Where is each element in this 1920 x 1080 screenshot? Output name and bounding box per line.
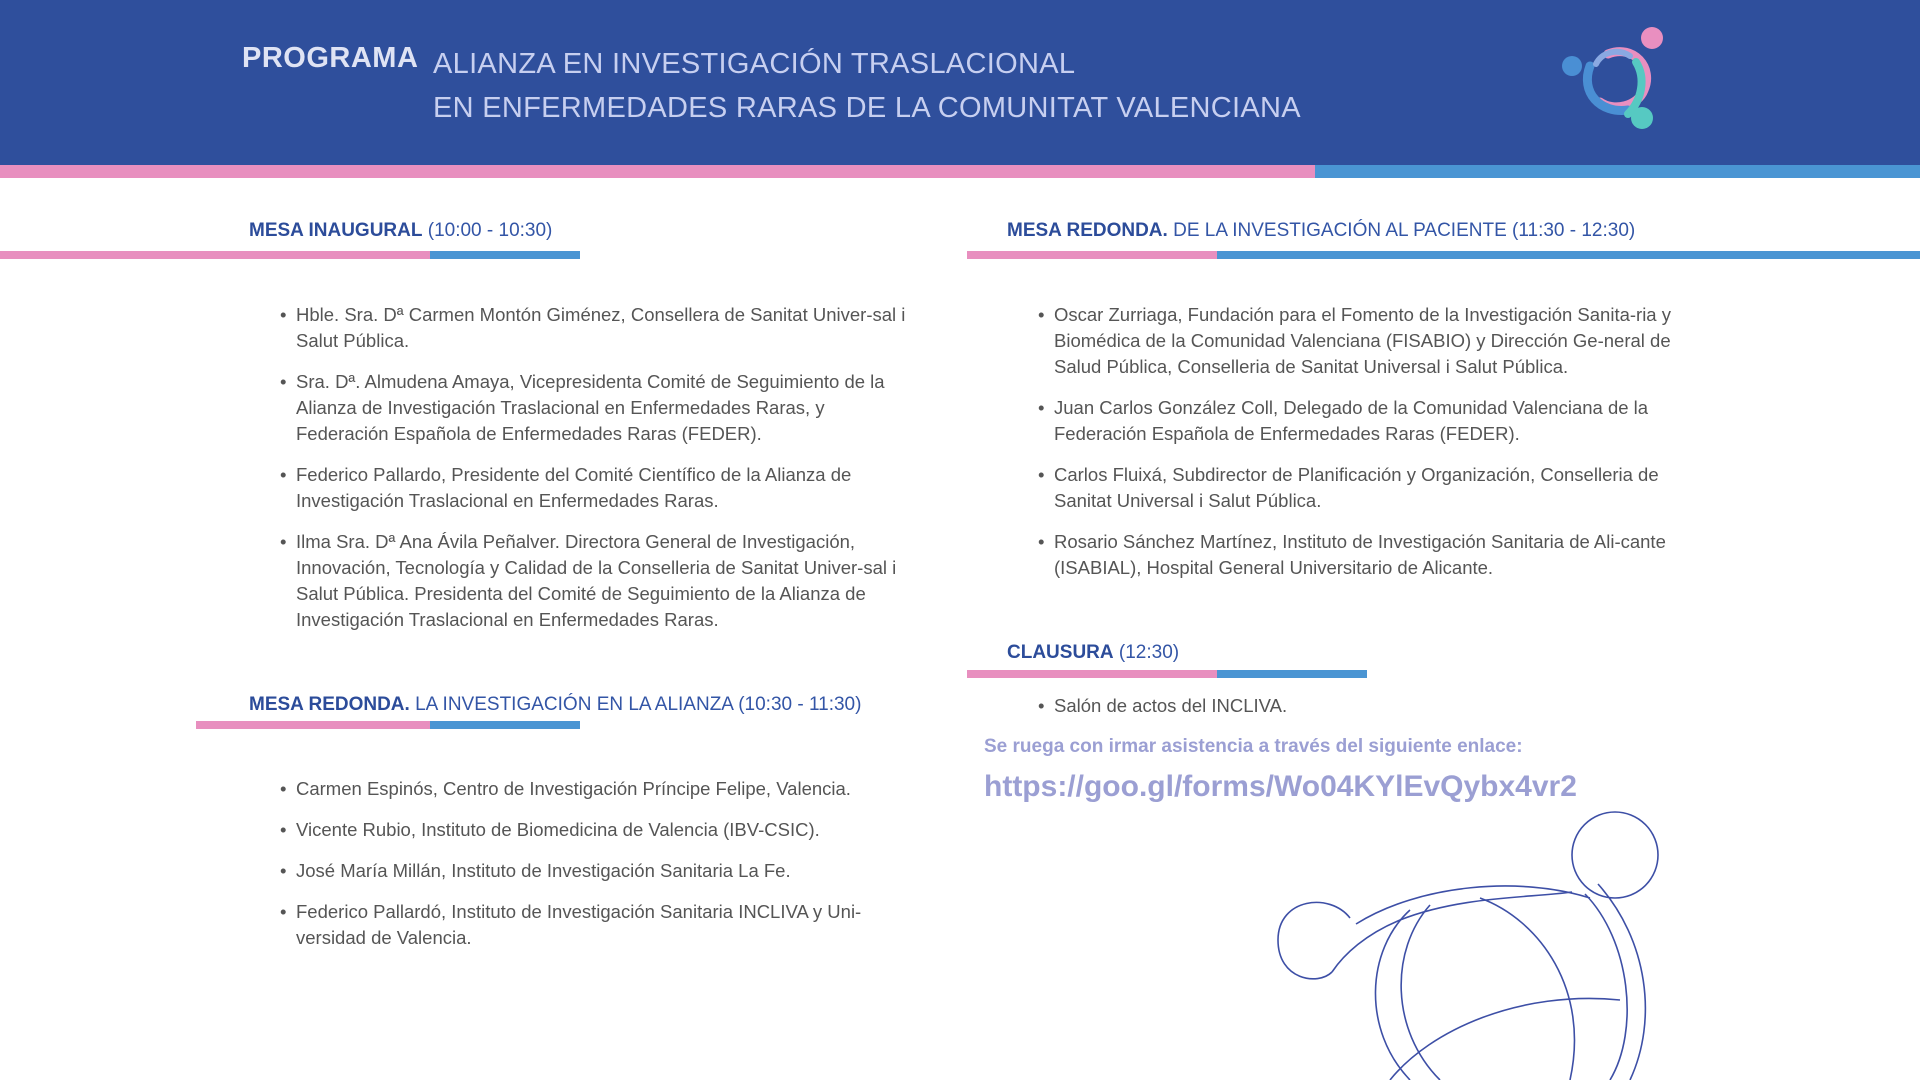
list-item: • José María Millán, Instituto de Investigación Sanitaria La Fe.: [280, 858, 920, 884]
list-item: • Federico Pallardó, Instituto de Investigación Sanitaria INCLIVA y Uni-versidad de Valencia.: [280, 899, 920, 951]
list-item: • Rosario Sánchez Martínez, Instituto de Investigación Sanitaria de Ali-cante (ISABIAL), Hospital General Universitario de Alicante.: [1038, 529, 1678, 581]
list-item: • Ilma Sra. Dª Ana Ávila Peñalver. Directora General de Investigación, Innovación, Tecnología y Calidad de la Conselleria de Sanitat Univer-sal i Salut Pública. Presidenta del Comité de Seguimiento de la Alianza de Investigación Traslacional en Enfermedades Raras.: [280, 529, 920, 633]
list-item: • Hble. Sra. Dª Carmen Montón Giménez, Consellera de Sanitat Univer-sal i Salut Pública.: [280, 302, 920, 354]
section-underline-pink: [967, 251, 1217, 259]
header-stripe-pink: [0, 165, 1315, 178]
list-item: • Oscar Zurriaga, Fundación para el Fomento de la Investigación Sanita-ria y Biomédica de la Comunidad Valenciana (FISABIO) y Dirección Ge-neral de Salud Pública, Conselleria de Sanitat Universal i Salut Pública.: [1038, 302, 1678, 380]
section-underline-pink: [967, 670, 1217, 678]
inaugural-speaker-list: [280, 302, 920, 648]
section-underline-blue: [430, 251, 580, 259]
section-title-clausura: [1007, 642, 1179, 664]
section-underline-pink: [196, 721, 430, 729]
section-title-bold: CLAUSURA: [1007, 642, 1114, 663]
section-title-paciente: [1007, 220, 1635, 242]
section-title-inaugural: [249, 220, 552, 242]
alliance-outline-logo-icon: [1270, 800, 1660, 1080]
event-title-line2: EN ENFERMEDADES RARAS DE LA COMUNITAT VALENCIANA: [433, 92, 1301, 124]
registration-link[interactable]: https://goo.gl/forms/Wo04KYlEvQybx4vr2: [984, 770, 1577, 803]
section-title-alianza: [249, 694, 861, 716]
section-title-bold: MESA REDONDA.: [249, 694, 410, 715]
registration-note: Se ruega con irmar asistencia a través del siguiente enlace:: [984, 736, 1523, 757]
program-label: PROGRAMA: [242, 42, 419, 74]
section-title-time: (10:00 - 10:30): [422, 220, 553, 241]
section-title-time: LA INVESTIGACIÓN EN LA ALIANZA (10:30 - 11:30): [409, 694, 862, 715]
section-underline-blue: [1217, 670, 1367, 678]
list-item: • Carlos Fluixá, Subdirector de Planificación y Organización, Conselleria de Sanitat Universal i Salut Pública.: [1038, 462, 1678, 514]
list-item: • Federico Pallardo, Presidente del Comité Científico de la Alianza de Investigación Traslacional en Enfermedades Raras.: [280, 462, 920, 514]
clausura-list: [1038, 693, 1678, 734]
list-item: • Juan Carlos González Coll, Delegado de la Comunidad Valenciana de la Federación Española de Enfermedades Raras (FEDER).: [1038, 395, 1678, 447]
alliance-logo-icon: [1550, 18, 1670, 138]
list-item: • Vicente Rubio, Instituto de Biomedicina de Valencia (IBV-CSIC).: [280, 817, 920, 843]
list-item: • Salón de actos del INCLIVA.: [1038, 693, 1678, 719]
list-item: • Carmen Espinós, Centro de Investigación Príncipe Felipe, Valencia.: [280, 776, 920, 802]
alianza-speaker-list: [280, 776, 920, 966]
header-stripe-blue: [1315, 165, 1920, 178]
header-banner: [0, 0, 1920, 165]
section-underline-blue: [1217, 251, 1920, 259]
event-title: [433, 42, 1301, 130]
section-title-time: (12:30): [1113, 642, 1180, 663]
event-title-line1: ALIANZA EN INVESTIGACIÓN TRASLACIONAL: [433, 48, 1076, 80]
section-underline-pink: [0, 251, 430, 259]
paciente-speaker-list: [1038, 302, 1678, 596]
section-title-bold: MESA REDONDA.: [1007, 220, 1168, 241]
section-title-time: DE LA INVESTIGACIÓN AL PACIENTE (11:30 - 12:30): [1167, 220, 1636, 241]
section-underline-blue: [430, 721, 580, 729]
list-item: • Sra. Dª. Almudena Amaya, Vicepresidenta Comité de Seguimiento de la Alianza de Investigación Traslacional en Enfermedades Raras, y Federación Española de Enfermedades Raras (FEDER).: [280, 369, 920, 447]
section-title-bold: MESA INAUGURAL: [249, 220, 423, 241]
